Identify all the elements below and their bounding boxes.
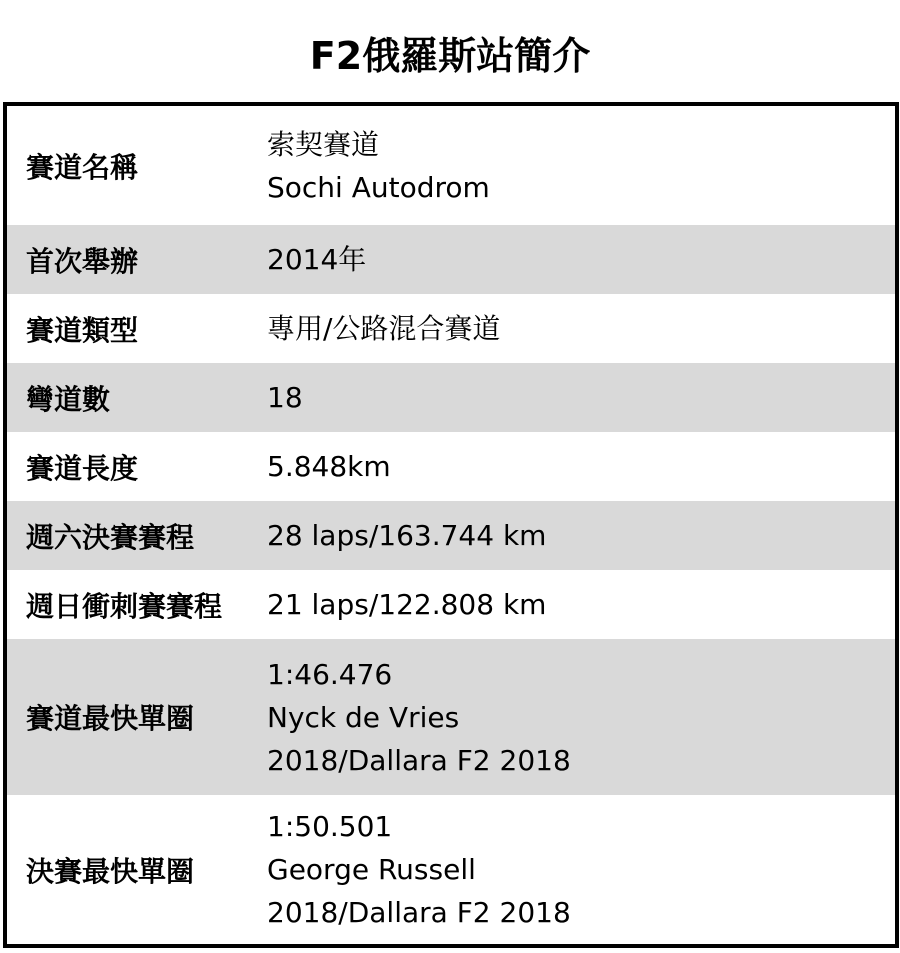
value-line: 21 laps/122.808 km: [267, 588, 547, 621]
row-value: [267, 238, 895, 281]
row-value: [267, 653, 895, 782]
table-row-track-type: [7, 294, 895, 363]
table-row-corners: [7, 363, 895, 432]
value-line: 28 laps/163.744 km: [267, 519, 547, 552]
row-label: 週六決賽賽程: [26, 520, 195, 554]
value-line: George Russell: [267, 853, 476, 886]
value-line: 2018/Dallara F2 2018: [267, 743, 571, 777]
table-row-track-fastest-lap: [7, 639, 895, 795]
row-label: 賽道名稱: [26, 150, 139, 184]
table-row-sunday-sprint: [7, 570, 895, 639]
value-line: 5.848km: [267, 450, 391, 483]
row-value: [267, 805, 895, 934]
table-row-race-fastest-lap: [7, 795, 895, 944]
row-value: [267, 123, 895, 209]
value-line: Nyck de Vries: [267, 700, 460, 734]
table-row-track-name: [7, 106, 895, 225]
table-row-first-held: [7, 225, 895, 294]
value-line: 1:46.476: [267, 657, 393, 691]
row-value: [267, 514, 895, 557]
table-row-saturday-race: [7, 501, 895, 570]
row-value: [267, 445, 895, 488]
value-line: 1:50.501: [267, 810, 393, 843]
info-table: [3, 102, 899, 948]
row-label: 賽道類型: [26, 313, 139, 347]
value-line: 2014年: [267, 243, 367, 276]
value-line: 索契賽道: [267, 127, 380, 161]
value-line: 專用/公路混合賽道: [267, 312, 501, 345]
value-line: 18: [267, 381, 303, 414]
value-line: Sochi Autodrom: [267, 170, 490, 204]
row-value: [267, 307, 895, 350]
row-label: 賽道長度: [26, 451, 139, 485]
row-label: 週日衝刺賽賽程: [26, 589, 223, 623]
row-value: [267, 583, 895, 626]
row-value: [267, 376, 895, 419]
row-label: 首次舉辦: [26, 244, 139, 278]
value-line: 2018/Dallara F2 2018: [267, 896, 571, 929]
row-label: 決賽最快單圈: [26, 854, 195, 888]
table-row-track-length: [7, 432, 895, 501]
row-label: 彎道數: [26, 382, 111, 416]
row-label: 賽道最快單圈: [26, 702, 195, 735]
page-title: F2俄羅斯站簡介: [309, 34, 591, 78]
